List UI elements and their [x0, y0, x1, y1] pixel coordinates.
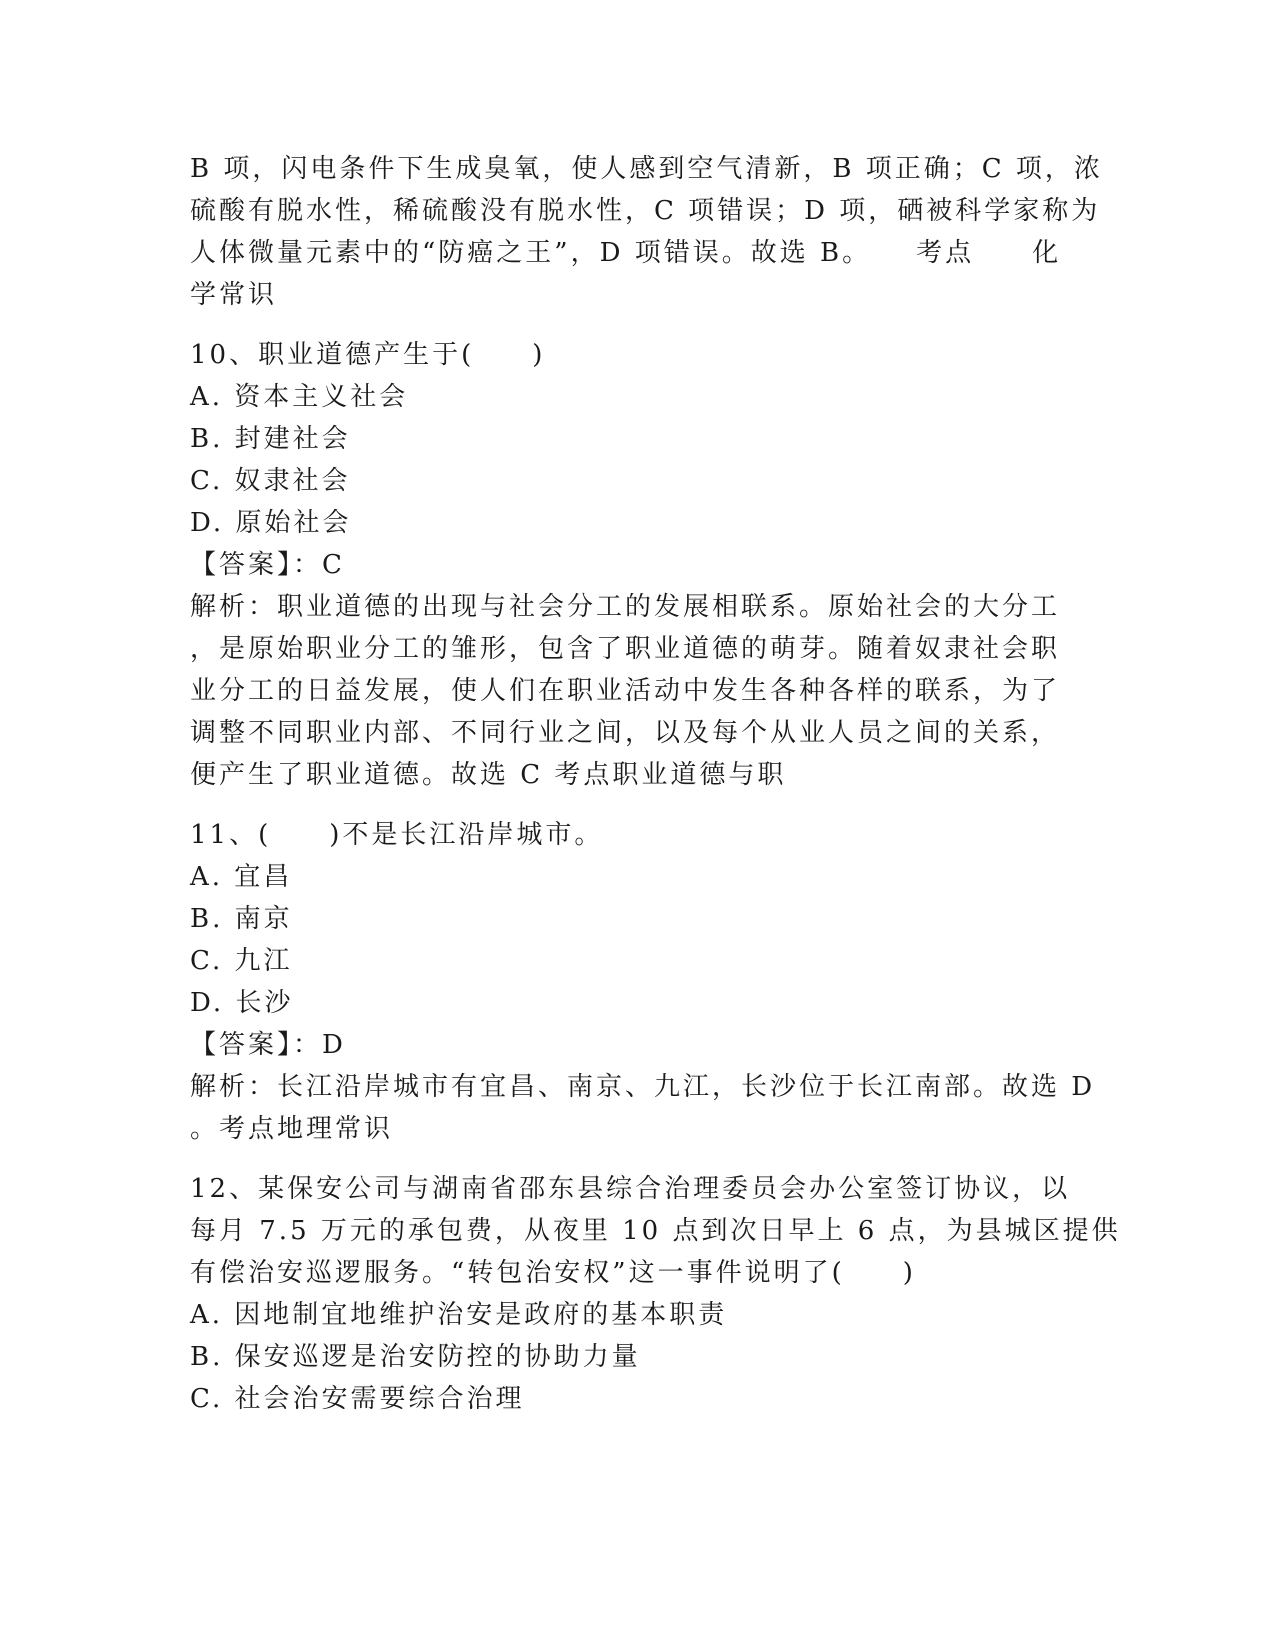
- analysis-line: 。考点地理常识: [190, 1114, 394, 1144]
- option-c: C. 社会治安需要综合治理: [190, 1384, 525, 1414]
- option-b: B. 南京: [190, 904, 293, 934]
- question-text: 12、某保安公司与湖南省邵东县综合治理委员会办公室签订协议，以: [190, 1174, 1071, 1204]
- analysis-line: 业分工的日益发展，使人们在职业活动中发生各种各样的联系，为了: [190, 676, 1061, 706]
- option-a: A. 因地制宜地维护治安是政府的基本职责: [190, 1300, 728, 1330]
- question-10: [190, 334, 1090, 796]
- question-text: 每月 7.5 万元的承包费，从夜里 10 点到次日早上 6 点，为县城区提供: [190, 1216, 1121, 1246]
- intro-line: B 项，闪电条件下生成臭氧，使人感到空气清新，B 项正确；C 项，浓: [190, 154, 1103, 184]
- question-text: 11、( )不是长江沿岸城市。: [190, 820, 604, 850]
- option-d: D. 原始社会: [190, 508, 352, 538]
- question-12: [190, 1168, 1121, 1420]
- option-b: B. 保安巡逻是治安防控的协助力量: [190, 1342, 641, 1372]
- option-d: D. 长沙: [190, 988, 294, 1018]
- answer-line: 【答案】：C: [190, 550, 345, 580]
- question-11: [190, 814, 1096, 1150]
- analysis-line: 调整不同职业内部、不同行业之间，以及每个从业人员之间的关系，: [190, 718, 1061, 748]
- intro-analysis: [190, 148, 1103, 316]
- question-text: 有偿治安巡逻服务。“转包治安权”这一事件说明了( ): [190, 1258, 916, 1288]
- intro-line: 人体微量元素中的“防癌之王”，D 项错误。故选 B。 考点 化: [190, 238, 1062, 268]
- intro-line: 硫酸有脱水性，稀硫酸没有脱水性，C 项错误；D 项，硒被科学家称为: [190, 196, 1101, 226]
- option-a: A. 资本主义社会: [190, 382, 409, 412]
- analysis-line: 便产生了职业道德。故选 C 考点职业道德与职: [190, 760, 787, 790]
- answer-line: 【答案】：D: [190, 1030, 346, 1060]
- analysis-line: 解析：职业道德的出现与社会分工的发展相联系。原始社会的大分工: [190, 592, 1061, 622]
- option-a: A. 宜昌: [190, 862, 293, 892]
- option-c: C. 奴隶社会: [190, 466, 351, 496]
- analysis-line: 解析：长江沿岸城市有宜昌、南京、九江，长沙位于长江南部。故选 D: [190, 1072, 1096, 1102]
- option-b: B. 封建社会: [190, 424, 351, 454]
- option-c: C. 九江: [190, 946, 293, 976]
- question-text: 10、职业道德产生于( ): [190, 340, 546, 370]
- document-page: [190, 148, 1121, 1438]
- analysis-line: ，是原始职业分工的雏形，包含了职业道德的萌芽。随着奴隶社会职: [190, 634, 1061, 664]
- intro-line: 学常识: [190, 280, 278, 310]
